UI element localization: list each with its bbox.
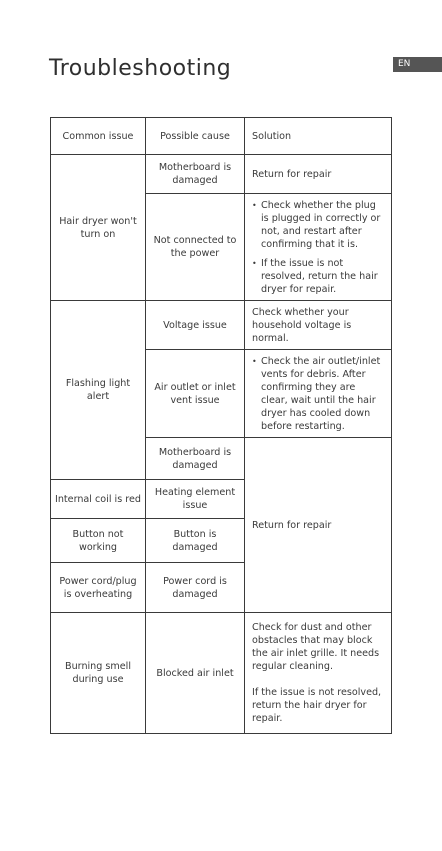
issue-cell: Burning smell during use [51, 613, 146, 734]
solution-bullet: • Check the air outlet/inlet vents for debris. After confirming they are clear, wait until the hair dryer has cooled down before restarting. [252, 355, 385, 433]
table-row [51, 301, 392, 350]
cause-cell: Power cord is damaged [146, 563, 245, 613]
solution-cell: Check whether your household voltage is normal. [245, 301, 392, 350]
header-common-issue: Common issue [51, 118, 146, 155]
solution-cell: Return for repair [245, 155, 392, 194]
cause-cell: Motherboard is damaged [146, 155, 245, 194]
cause-cell: Heating element issue [146, 480, 245, 519]
table-row [51, 155, 392, 194]
header-solution: Solution [245, 118, 392, 155]
issue-cell: Internal coil is red [51, 480, 146, 519]
troubleshooting-table [50, 117, 392, 734]
solution-cell [245, 350, 392, 438]
issue-cell: Button not working [51, 519, 146, 563]
table-header-row [51, 118, 392, 155]
issue-cell: Flashing light alert [51, 301, 146, 480]
merged-solution-cell: Return for repair [245, 438, 392, 613]
table-row [51, 613, 392, 734]
solution-cell [245, 194, 392, 301]
header-possible-cause: Possible cause [146, 118, 245, 155]
cause-cell: Voltage issue [146, 301, 245, 350]
cause-cell: Button is damaged [146, 519, 245, 563]
cause-cell: Air outlet or inlet vent issue [146, 350, 245, 438]
solution-paragraph: Check for dust and other obstacles that may block the air inlet grille. It needs regular cleaning. [252, 622, 380, 672]
cause-cell: Not connected to the power [146, 194, 245, 301]
solution-cell [245, 613, 392, 734]
cause-cell: Blocked air inlet [146, 613, 245, 734]
solution-bullet: • If the issue is not resolved, return the hair dryer for repair. [252, 257, 385, 296]
issue-cell: Power cord/plug is overheating [51, 563, 146, 613]
page-title: Troubleshooting [49, 56, 232, 81]
cause-cell: Motherboard is damaged [146, 438, 245, 480]
language-badge: EN [393, 57, 442, 72]
solution-paragraph: If the issue is not resolved, return the hair dryer for repair. [252, 687, 382, 724]
solution-bullet: • Check whether the plug is plugged in correctly or not, and restart after confirming that it is. [252, 199, 385, 251]
issue-cell: Hair dryer won't turn on [51, 155, 146, 301]
